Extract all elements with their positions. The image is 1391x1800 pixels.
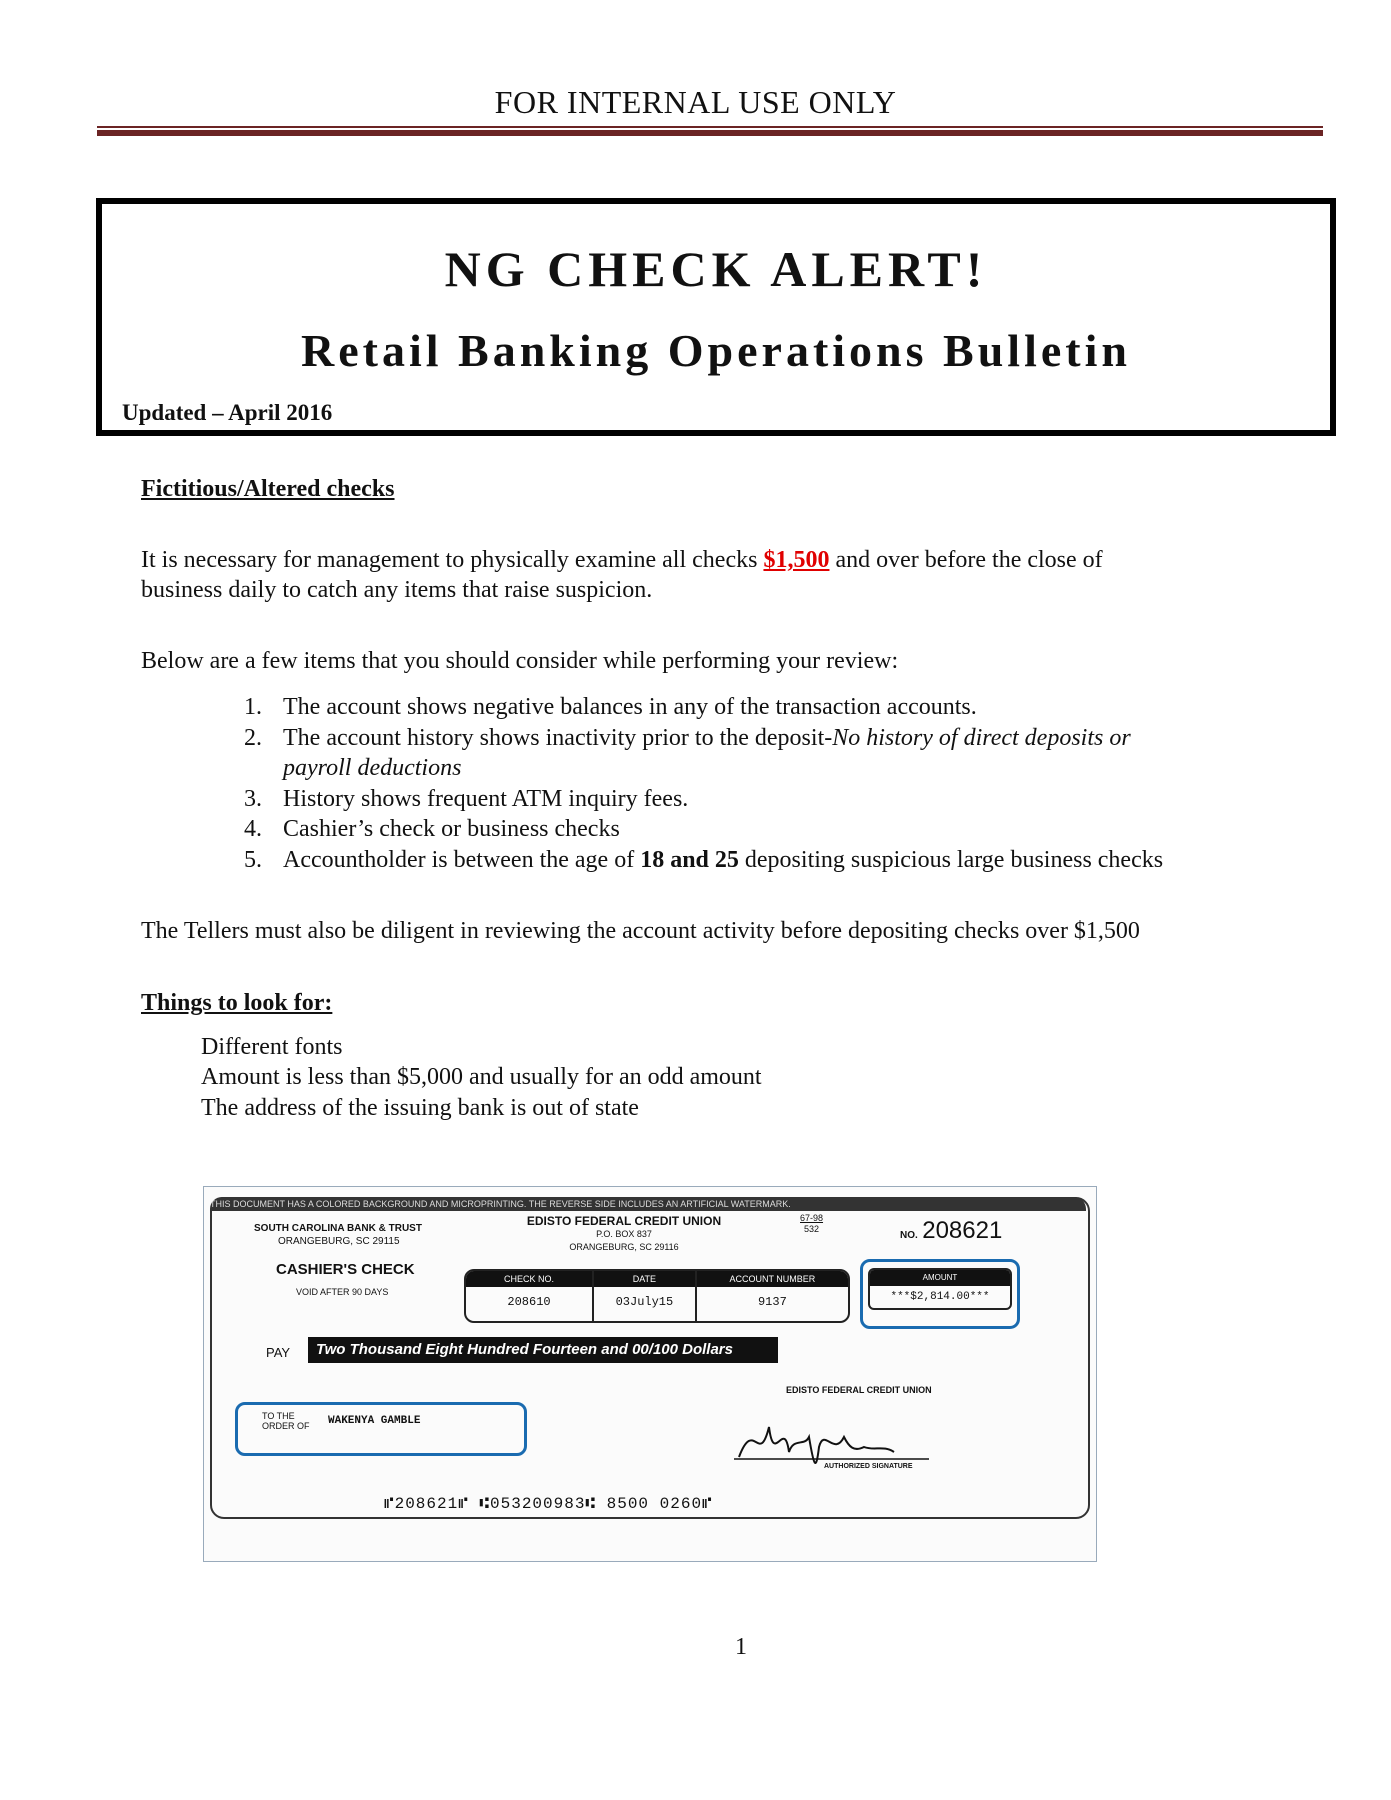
- review-intro: Below are a few items that you should consider while performing your review:: [141, 648, 899, 674]
- check-image: [203, 1186, 1097, 1562]
- list-text: The account history shows inactivity prior to the deposit-: [283, 725, 833, 751]
- micr-line: ⑈208621⑈ ⑆053200983⑆ 8500 0260⑈: [384, 1495, 713, 1513]
- payee-highlight: [235, 1402, 527, 1456]
- routing-top: 67-98: [800, 1213, 824, 1223]
- list-number: 1.: [244, 694, 262, 720]
- issuer-address: ORANGEBURG, SC 29116: [569, 1242, 679, 1252]
- list-number: 4.: [244, 816, 262, 842]
- date-value: 03July15: [615, 1295, 674, 1309]
- list-number: 3.: [244, 786, 262, 812]
- pay-label: PAY: [266, 1345, 291, 1360]
- issuer-name: EDISTO FEDERAL CREDIT UNION: [526, 1214, 722, 1228]
- amount-value: ***$2,814.00***: [890, 1291, 990, 1303]
- check-security-band: THIS DOCUMENT HAS A COLORED BACKGROUND AND MICROPRINTING. THE REVERSE SIDE INCLUDES AN ARTIFICIAL WATERMARK.: [210, 1197, 1086, 1211]
- signature-label: AUTHORIZED SIGNATURE: [824, 1463, 913, 1470]
- list-item: [283, 723, 1131, 783]
- amount-label: AMOUNT: [870, 1270, 1010, 1286]
- section-heading-fictitious: Fictitious/Altered checks: [141, 476, 395, 502]
- col-header: CHECK NO.: [466, 1271, 592, 1287]
- no-label: NO.: [900, 1230, 918, 1241]
- list-item: The account shows negative balances in any of the transaction accounts.: [283, 694, 977, 720]
- para-text: business daily to catch any items that raise suspicion.: [141, 577, 653, 603]
- check-details-table: [464, 1269, 850, 1323]
- drawee-address: ORANGEBURG, SC 29115: [278, 1236, 400, 1247]
- account-value: 9137: [757, 1295, 787, 1309]
- void-notice: VOID AFTER 90 DAYS: [296, 1287, 389, 1297]
- paragraph-management: [141, 545, 1103, 605]
- routing-fraction: [800, 1213, 823, 1235]
- tellers-note: The Tellers must also be diligent in reviewing the account activity before depositing checks over $1,500: [141, 918, 1140, 944]
- list-number: 2.: [244, 725, 262, 751]
- payee-name: WAKENYA GAMBLE: [328, 1415, 421, 1427]
- list-item: History shows frequent ATM inquiry fees.: [283, 786, 689, 812]
- list-text: Accountholder is between the age of: [283, 847, 641, 873]
- check-type: CASHIER'S CHECK: [276, 1261, 415, 1278]
- list-text: depositing suspicious large business checks: [738, 847, 1164, 873]
- alert-title: NG CHECK ALERT!: [444, 241, 988, 297]
- drawee-bank: SOUTH CAROLINA BANK & TRUST: [254, 1223, 422, 1234]
- amount-in-words: Two Thousand Eight Hundred Fourteen and 00/100 Dollars: [308, 1337, 778, 1363]
- list-italic: No history of direct deposits or: [832, 725, 1131, 751]
- check-no-value: 208610: [507, 1295, 551, 1309]
- signer-organization: EDISTO FEDERAL CREDIT UNION: [786, 1385, 932, 1395]
- list-item: Cashier’s check or business checks: [283, 816, 620, 842]
- routing-bottom: 532: [804, 1224, 820, 1234]
- internal-use-header: FOR INTERNAL USE ONLY: [494, 84, 897, 120]
- amount-highlight: [860, 1259, 1020, 1329]
- issuer-block: [514, 1215, 734, 1254]
- header-rule-thick: [97, 130, 1323, 136]
- col-header: ACCOUNT NUMBER: [697, 1271, 848, 1287]
- list-italic: payroll deductions: [283, 755, 462, 781]
- para-text: It is necessary for management to physically examine all checks: [141, 547, 764, 573]
- threshold-amount: $1,500: [763, 547, 830, 573]
- para-text: and over before the close of: [829, 547, 1103, 573]
- check-number-value: 208621: [922, 1217, 1003, 1244]
- age-range: 18 and 25: [640, 847, 739, 873]
- issuer-po: P.O. BOX 837: [596, 1229, 652, 1239]
- col-header: DATE: [594, 1271, 695, 1287]
- list-item: [283, 845, 1163, 875]
- bulletin-subtitle: Retail Banking Operations Bulletin: [301, 325, 1131, 376]
- check-number: [900, 1217, 1002, 1245]
- updated-date: Updated – April 2016: [122, 400, 333, 425]
- section-heading-things: Things to look for:: [141, 990, 333, 1016]
- list-number: 5.: [244, 847, 262, 873]
- order-label: TO THE ORDER OF: [262, 1411, 310, 1431]
- header-rule: [97, 126, 1323, 128]
- look-for-item: The address of the issuing bank is out of state: [201, 1095, 639, 1121]
- look-for-item: Different fonts: [201, 1034, 343, 1060]
- title-box: [96, 198, 1336, 436]
- look-for-item: Amount is less than $5,000 and usually for an odd amount: [201, 1064, 762, 1090]
- page-number: 1: [735, 1634, 747, 1660]
